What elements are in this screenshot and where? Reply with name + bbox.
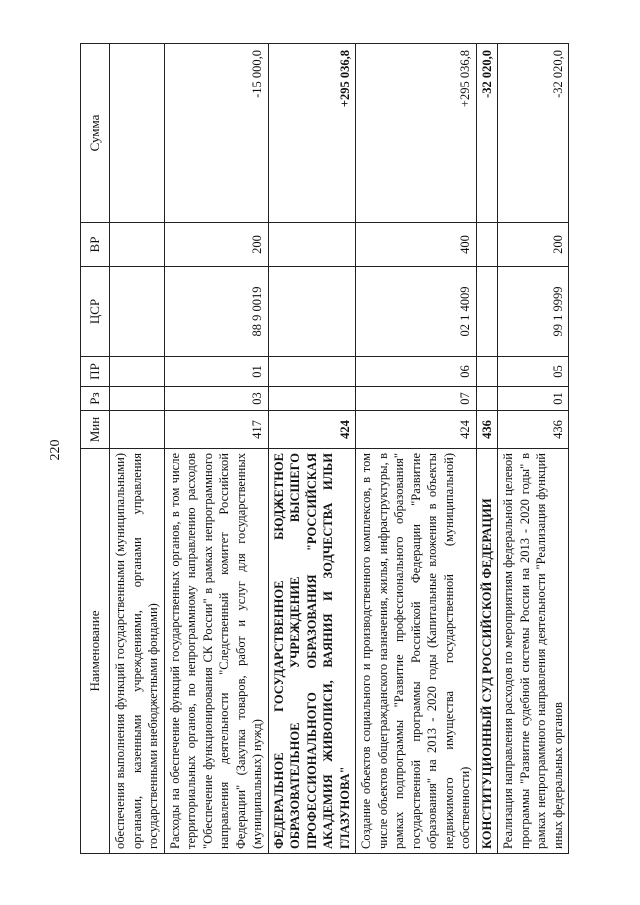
table-row [268,44,356,854]
cell-rz: 03 [164,387,268,411]
table-header-row [81,44,110,854]
cell-rz [110,387,165,411]
cell-sum: -32 020,0 [476,44,498,223]
cell-vr [476,223,498,267]
cell-sum [110,44,165,223]
cell-min: 424 [356,411,477,449]
table-row [110,44,165,854]
cell-sum: -15 000,0 [164,44,268,223]
cell-min: 417 [164,411,268,449]
cell-vr [268,223,356,267]
cell-name: Расходы на обеспечение функций государственных органов, в том числе территориальных органов, по непрограммному направлению расходов "Обеспечение функционирования СК России" в рамках непрограммного направления деятельности "Следственный комитет Российской Федерации" (Закупка товаров, работ и услуг для государственных (муниципальных) нужд) [164,449,268,854]
cell-pr: 01 [164,357,268,387]
cell-csr: 88 9 0019 [164,267,268,357]
cell-rz [268,387,356,411]
cell-sum: -32 020,0 [498,44,569,223]
header-pr: ПР [81,357,110,387]
cell-min: 436 [498,411,569,449]
cell-pr [476,357,498,387]
header-rz: Рз [81,387,110,411]
cell-min: 436 [476,411,498,449]
cell-csr [268,267,356,357]
cell-csr: 99 1 9999 [498,267,569,357]
cell-rz: 07 [356,387,477,411]
budget-table-frame [80,44,565,854]
cell-vr: 400 [356,223,477,267]
cell-name: Реализация направления расходов по мероприятиям федеральной целевой программы "Развитие судебной системы России на 2013 - 2020 годы" в рамках непрограммного направления деятельности "Реализация функций иных федеральных органов [498,449,569,854]
table-row [356,44,477,854]
cell-rz: 01 [498,387,569,411]
cell-pr: 06 [356,357,477,387]
header-csr: ЦСР [81,267,110,357]
cell-min: 424 [268,411,356,449]
table-row [164,44,268,854]
page-number: 220 [48,439,63,461]
cell-sum: +295 036,8 [268,44,356,223]
cell-rz [476,387,498,411]
cell-name: ФЕДЕРАЛЬНОЕ ГОСУДАРСТВЕННОЕ БЮДЖЕТНОЕ ОБРАЗОВАТЕЛЬНОЕ УЧРЕЖДЕНИЕ ВЫСШЕГО ПРОФЕССИОНАЛЬНОГО ОБРАЗОВАНИЯ "РОССИЙСКАЯ АКАДЕМИЯ ЖИВОПИСИ, ВАЯНИЯ И ЗОДЧЕСТВА ИЛЬИ ГЛАЗУНОВА" [268,449,356,854]
cell-name: КОНСТИТУЦИОННЫЙ СУД РОССИЙСКОЙ ФЕДЕРАЦИИ [476,449,498,854]
header-sum: Сумма [81,44,110,223]
cell-min [110,411,165,449]
header-name: Наименование [81,449,110,854]
cell-name: обеспечения выполнения функций государственными (муниципальными) органами, казенными учреждениями, органами управления государственными внебюджетными фондами) [110,449,165,854]
cell-vr: 200 [498,223,569,267]
cell-vr [110,223,165,267]
cell-name: Создание объектов социального и производственного комплексов, в том числе объектов общегражданского назначения, жилья, инфраструктуры, в рамках подпрограммы "Развитие профессионального образования" государственной программы Российской Федерации "Развитие образования" на 2013 - 2020 годы (Капитальные вложения в объекты недвижимого имущества государственной (муниципальной) собственности) [356,449,477,854]
table-row [476,44,498,854]
cell-csr [476,267,498,357]
header-min: Мин [81,411,110,449]
cell-csr [110,267,165,357]
cell-pr [110,357,165,387]
cell-vr: 200 [164,223,268,267]
cell-pr [268,357,356,387]
cell-pr: 05 [498,357,569,387]
cell-csr: 02 1 4009 [356,267,477,357]
cell-sum: +295 036,8 [356,44,477,223]
budget-table [80,43,569,854]
header-vr: ВР [81,223,110,267]
table-row [498,44,569,854]
